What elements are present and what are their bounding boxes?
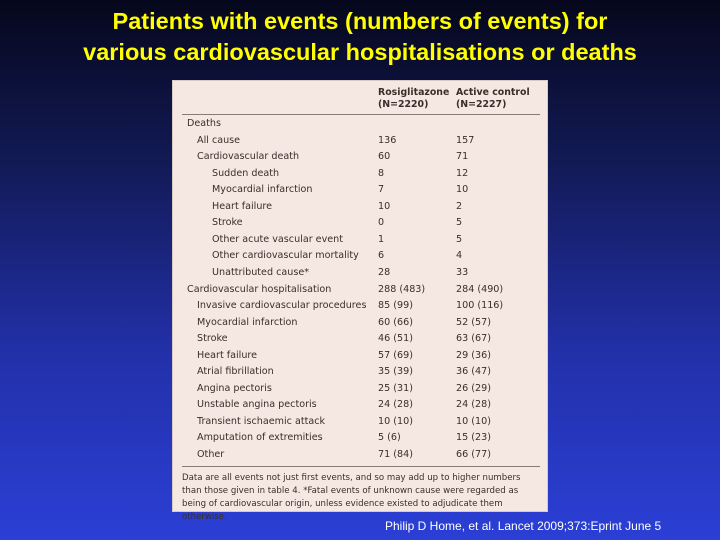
table-row <box>173 364 549 381</box>
column-header-active-control-name: Active control <box>456 87 530 98</box>
table-row <box>173 199 549 216</box>
rosiglitazone-value: 71 (84) <box>378 449 413 460</box>
table-row <box>173 447 549 464</box>
row-label: Stroke <box>197 333 228 345</box>
rosiglitazone-value: 6 <box>378 250 385 262</box>
column-header-active-control-n: (N=2227) <box>456 99 507 110</box>
table-row <box>173 331 549 348</box>
table-row <box>173 265 549 282</box>
active-control-value: 10 <box>456 184 469 196</box>
footer-divider <box>182 466 540 467</box>
active-control-value: 66 (77) <box>456 449 491 460</box>
row-label: Invasive cardiovascular procedures <box>197 300 367 312</box>
active-control-value: 26 (29) <box>456 382 491 394</box>
active-control-value: 2 <box>456 200 463 212</box>
table-row <box>173 298 549 315</box>
table-row <box>173 182 549 199</box>
active-control-value: 63 (67) <box>456 333 491 345</box>
row-label: Cardiovascular death <box>197 151 300 163</box>
row-label: Transient ischaemic attack <box>197 415 326 427</box>
header-divider <box>182 114 540 115</box>
slide-title <box>0 6 720 68</box>
row-label: Amputation of extremities <box>197 432 323 444</box>
rosiglitazone-value: 28 <box>378 266 391 278</box>
active-control-value: 29 (36) <box>456 349 491 361</box>
active-control-value: 71 <box>456 151 469 163</box>
column-header-active-control <box>456 87 530 111</box>
table-row <box>173 397 549 414</box>
rosiglitazone-value: 60 <box>378 151 391 163</box>
row-label: Myocardial infarction <box>212 184 313 196</box>
table-row <box>173 315 549 332</box>
active-control-value: 4 <box>456 250 463 262</box>
rosiglitazone-value: 5 (6) <box>378 432 401 444</box>
table-row <box>173 348 549 365</box>
active-control-value: 15 (23) <box>456 432 491 444</box>
rosiglitazone-value: 25 (31) <box>378 382 413 394</box>
table-row <box>173 116 549 133</box>
rosiglitazone-value: 10 (10) <box>378 415 413 427</box>
table-row <box>173 232 549 249</box>
rosiglitazone-value: 35 (39) <box>378 366 413 378</box>
row-label: Other acute vascular event <box>212 233 344 245</box>
active-control-value: 284 (490) <box>456 283 504 295</box>
active-control-value: 157 <box>456 134 475 146</box>
rosiglitazone-value: 57 (69) <box>378 349 413 361</box>
column-header-rosiglitazone <box>378 87 449 111</box>
rosiglitazone-value: 136 <box>378 134 397 146</box>
row-label: All cause <box>197 134 241 146</box>
active-control-value: 5 <box>456 233 463 245</box>
row-label: Other <box>197 449 225 460</box>
row-label: Heart failure <box>197 349 258 361</box>
row-label: Sudden death <box>212 167 280 179</box>
row-label: Deaths <box>187 118 222 129</box>
rosiglitazone-value: 7 <box>378 184 385 196</box>
row-label: Myocardial infarction <box>197 316 298 328</box>
slide-title-line-2: various cardiovascular hospitalisations or deaths <box>83 39 637 65</box>
rosiglitazone-value: 85 (99) <box>378 300 413 312</box>
active-control-value: 36 (47) <box>456 366 491 378</box>
rosiglitazone-value: 10 <box>378 200 391 212</box>
row-label: Angina pectoris <box>197 382 272 394</box>
table-row <box>173 381 549 398</box>
rosiglitazone-value: 1 <box>378 233 385 245</box>
table-footnote: Data are all events not just first events, and so may add up to higher numbers than those given in table 4. *Fatal events of unknown cause were regarded as being of cardiovascular origin, unless evidence existed to adjudicate them otherwise. <box>182 473 521 522</box>
row-label: Atrial fibrillation <box>197 366 274 378</box>
rosiglitazone-value: 46 (51) <box>378 333 413 345</box>
row-label: Cardiovascular hospitalisation <box>187 283 332 295</box>
row-label: Unstable angina pectoris <box>197 399 317 411</box>
active-control-value: 12 <box>456 167 469 179</box>
active-control-value: 52 (57) <box>456 316 491 328</box>
rosiglitazone-value: 8 <box>378 167 385 179</box>
table-row <box>173 215 549 232</box>
row-label: Stroke <box>212 217 243 229</box>
active-control-value: 100 (116) <box>456 300 504 312</box>
row-label: Other cardiovascular mortality <box>212 250 359 262</box>
table-row <box>173 248 549 265</box>
row-label: Unattributed cause* <box>212 266 310 278</box>
table-row <box>173 414 549 431</box>
column-header-rosiglitazone-n: (N=2220) <box>378 99 429 110</box>
events-table <box>172 80 548 522</box>
column-header-rosiglitazone-name: Rosiglitazone <box>378 87 450 98</box>
rosiglitazone-value: 0 <box>378 217 385 229</box>
citation: Philip D Home, et al. Lancet 2009;373:Eprint June 5 <box>385 519 662 533</box>
active-control-value: 24 (28) <box>456 399 491 411</box>
table-row <box>173 166 549 183</box>
table-row <box>173 149 549 166</box>
rosiglitazone-value: 288 (483) <box>378 283 426 295</box>
active-control-value: 10 (10) <box>456 415 491 427</box>
slide-title-line-1: Patients with events (numbers of events) for <box>112 8 608 34</box>
active-control-value: 33 <box>456 266 469 278</box>
table-row <box>173 133 549 150</box>
active-control-value: 5 <box>456 217 463 229</box>
rosiglitazone-value: 24 (28) <box>378 399 413 411</box>
row-label: Heart failure <box>212 200 273 212</box>
table-row <box>173 282 549 299</box>
rosiglitazone-value: 60 (66) <box>378 316 413 328</box>
table-row <box>173 430 549 447</box>
